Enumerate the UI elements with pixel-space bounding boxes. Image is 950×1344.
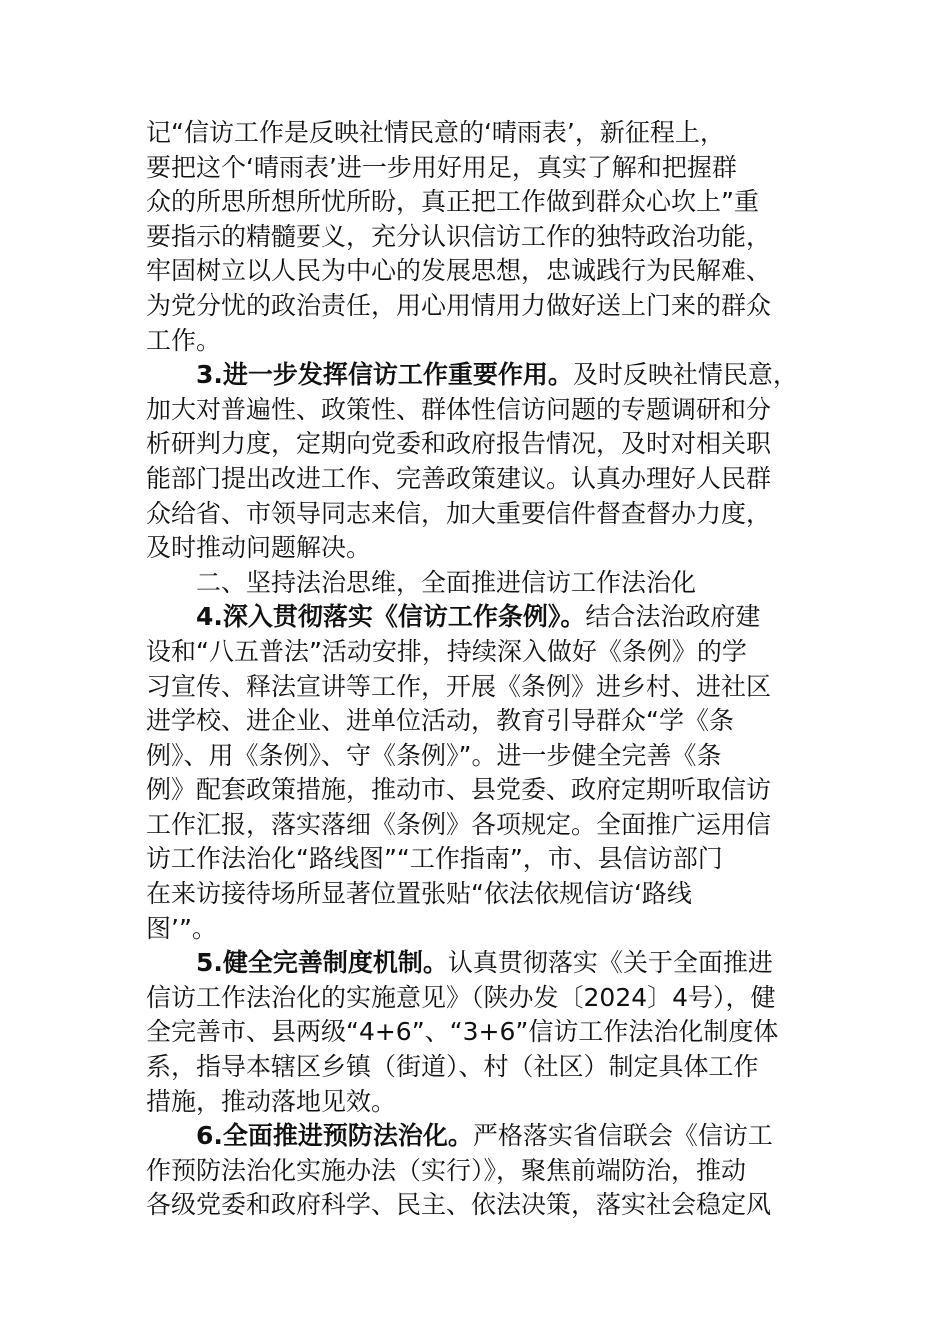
text-line bbox=[146, 1050, 826, 1085]
line-text: 记“信访工作是反映社情民意的‘晴雨表’，新征程上， bbox=[146, 118, 725, 147]
line-text: 进学校、进企业、进单位活动，教育引导群众“学《条 bbox=[146, 706, 734, 736]
line-text: 析研判力度，定期向党委和政府报告情况，及时对相关职 bbox=[146, 429, 772, 459]
paragraph-heading-line bbox=[146, 1119, 826, 1154]
text-line bbox=[146, 289, 826, 324]
line-text: 工作汇报，落实落细《条例》各项规定。全面推广运用信 bbox=[146, 809, 772, 839]
body-text bbox=[146, 116, 826, 1223]
line-text: 图’”。 bbox=[146, 913, 217, 943]
text-line bbox=[146, 1188, 826, 1223]
bold-heading: 4.深入贯彻落实《信访工作条例》。 bbox=[196, 602, 586, 632]
text-line bbox=[146, 981, 826, 1016]
line-text: 访工作法治化“路线图”“工作指南”，市、县信访部门 bbox=[146, 844, 723, 874]
text-line bbox=[146, 704, 826, 739]
line-text: 及时反映社情民意， bbox=[572, 360, 798, 390]
text-line bbox=[146, 773, 826, 808]
line-text: 例》配套政策措施，推动市、县党委、政府定期听取信访 bbox=[146, 775, 772, 805]
text-line bbox=[146, 808, 826, 843]
paragraph-heading-line bbox=[146, 600, 826, 635]
line-text: 众给省、市领导同志来信，加大重要信件督查督办力度， bbox=[146, 498, 772, 528]
text-line bbox=[146, 254, 826, 289]
bold-heading: 6.全面推进预防法治化。 bbox=[196, 1121, 473, 1151]
text-line bbox=[146, 497, 826, 532]
line-text: 二、坚持法治思维，全面推进信访工作法治化 bbox=[196, 567, 697, 597]
text-line bbox=[146, 635, 826, 670]
line-text: 要把这个‘晴雨表’进一步用好用足，真实了解和把握群 bbox=[146, 152, 737, 182]
text-line bbox=[146, 566, 826, 601]
text-line bbox=[146, 462, 826, 497]
text-line bbox=[146, 185, 826, 220]
bold-heading: 5.健全完善制度机制。 bbox=[196, 948, 448, 978]
line-text: 众的所思所想所忧所盼，真正把工作做到群众心坎上”重 bbox=[146, 187, 759, 217]
line-text: 全完善市、县两级“4+6”、“3+6”信访工作法治化制度体 bbox=[146, 1017, 779, 1047]
line-text: 结合法治政府建 bbox=[585, 602, 761, 632]
text-line bbox=[146, 912, 826, 947]
line-text: 加大对普遍性、政策性、群体性信访问题的专题调研和分 bbox=[146, 394, 772, 424]
line-text: 习宣传、释法宣讲等工作，开展《条例》进乡村、进社区 bbox=[146, 671, 772, 701]
text-line bbox=[146, 531, 826, 566]
text-line bbox=[146, 151, 826, 186]
line-text: 作预防法治化实施办法（实行）》，聚焦前端防治，推动 bbox=[146, 1155, 747, 1185]
line-text: 认真贯彻落实《关于全面推进 bbox=[447, 948, 773, 978]
line-text: 信访工作法治化的实施意见》（陕办发〔2024〕4号），健 bbox=[146, 982, 776, 1012]
line-text: 为党分忧的政治责任，用心用情用力做好送上门来的群众 bbox=[146, 290, 772, 320]
line-text: 及时推动问题解决。 bbox=[146, 533, 372, 563]
text-line bbox=[146, 877, 826, 912]
line-text: 牢固树立以人民为中心的发展思想，忠诚践行为民解难、 bbox=[146, 256, 772, 286]
text-line bbox=[146, 670, 826, 705]
line-text: 系，指导本辖区乡镇（街道）、村（社区）制定具体工作 bbox=[146, 1052, 759, 1082]
text-line bbox=[146, 1154, 826, 1189]
text-line bbox=[146, 116, 826, 151]
text-line bbox=[146, 427, 826, 462]
bold-heading: 3.进一步发挥信访工作重要作用。 bbox=[196, 360, 573, 390]
line-text: 要指示的精髓要义，充分认识信访工作的独特政治功能， bbox=[146, 221, 772, 251]
paragraph-heading-line bbox=[146, 358, 826, 393]
line-text: 措施，推动落地见效。 bbox=[146, 1086, 397, 1116]
text-line bbox=[146, 324, 826, 359]
paragraph-heading-line bbox=[146, 946, 826, 981]
text-line bbox=[146, 1015, 826, 1050]
text-line bbox=[146, 220, 826, 255]
line-text: 各级党委和政府科学、民主、依法决策，落实社会稳定风 bbox=[146, 1190, 772, 1220]
text-line bbox=[146, 842, 826, 877]
line-text: 严格落实省信联会《信访工 bbox=[472, 1121, 773, 1151]
line-text: 例》、用《条例》、守《条例》”。进一步健全完善《条 bbox=[146, 740, 722, 770]
line-text: 在来访接待场所显著位置张贴“依法依规信访‘路线 bbox=[146, 879, 692, 909]
text-line bbox=[146, 739, 826, 774]
line-text: 设和“八五普法”活动安排，持续深入做好《条例》的学 bbox=[146, 636, 747, 666]
text-line bbox=[146, 393, 826, 428]
line-text: 能部门提出改进工作、完善政策建议。认真办理好人民群 bbox=[146, 463, 772, 493]
text-line bbox=[146, 1085, 826, 1120]
line-text: 工作。 bbox=[146, 325, 222, 355]
